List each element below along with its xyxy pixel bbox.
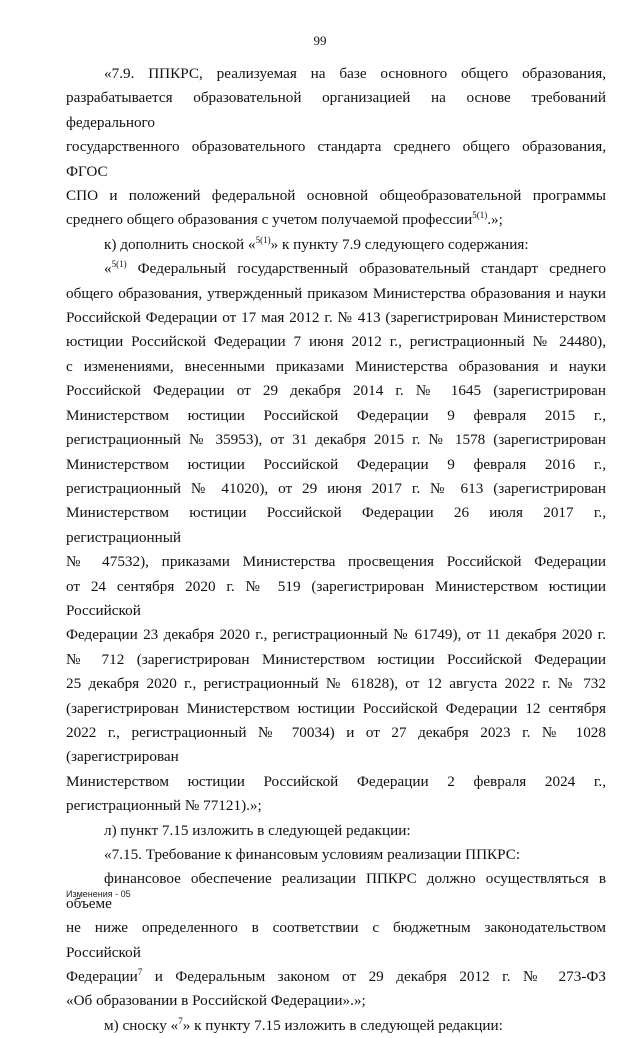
text-span: « (104, 260, 112, 278)
text-line (66, 208, 606, 232)
item-l: л) пункт 7.15 изложить в следующей редакции: (104, 821, 411, 839)
text-span: .»; (487, 211, 503, 229)
text-line (66, 257, 606, 281)
footnote-ref: 7 (137, 967, 143, 978)
text-line: юстиции Российской Федерации 7 июня 2012 г., регистрационный № 24480), (66, 333, 606, 351)
text-line: государственного образовательного стандарта среднего общего образования, ФГОС (66, 138, 606, 180)
text-line: № 712 (зарегистрирован Министерством юстиции Российской Федерации (66, 650, 606, 668)
text-line: разрабатывается образовательной организацией на основе требований федерального (66, 89, 606, 131)
text-line: Российской Федерации от 17 мая 2012 г. № 413 (зарегистрирован Министерством (66, 309, 606, 327)
text-line: «7.9. ППКРС, реализуемая на базе основного общего образования, (104, 65, 606, 82)
text-line: финансовое обеспечение реализации ППКРС должно осуществляться в объеме (66, 870, 606, 912)
text-line: Министерством юстиции Российской Федерации 26 июля 2017 г., регистрационный (66, 504, 606, 546)
item-m (66, 1014, 606, 1038)
text-line: общего образования, утвержденный приказом Министерства образования и науки (66, 284, 606, 302)
paragraph-7-15-title: «7.15. Требование к финансовым условиям реализации ППКРС: (104, 846, 521, 863)
text-line: Министерством юстиции Российской Федерации 2 февраля 2024 г., (66, 772, 606, 790)
text-line: Федерации 23 декабря 2020 г., регистрационный № 61749), от 11 декабря 2020 г. (66, 626, 606, 644)
text-line: СПО и положений федеральной основной общеобразовательной программы (66, 187, 606, 205)
text-span: и Федеральным законом от 29 декабря 2012 г. № 273-ФЗ (142, 968, 606, 986)
text-line (66, 965, 606, 989)
text-line: от 24 сентября 2020 г. № 519 (зарегистрирован Министерством юстиции Российской (66, 577, 606, 619)
paragraph-7-9 (66, 62, 606, 233)
text-line: с изменениями, внесенными приказами Министерства образования и науки (66, 357, 606, 375)
text-line: № 47532), приказами Министерства просвещения Российской Федерации (66, 553, 606, 571)
text-line: Министерством юстиции Российской Федерации 9 февраля 2015 г., (66, 406, 606, 424)
page-number: 99 (313, 33, 327, 48)
text-line: регистрационный № 77121).»; (66, 797, 262, 815)
text-span: » к пункту 7.9 следующего содержания: (270, 235, 529, 253)
text-span: Федерации (66, 968, 138, 986)
document-body (66, 62, 606, 1038)
financial-provision-paragraph (66, 867, 606, 1013)
text-span: м) сноску « (104, 1016, 179, 1034)
text-line: 2022 г., регистрационный № 70034) и от 27 декабря 2023 г. № 1028 (зарегистрирован (66, 723, 606, 766)
item-k (66, 233, 606, 257)
text-span: среднего общего образования с учетом получаемой профессии (66, 211, 473, 229)
text-span: Федеральный государственный образовательный стандарт среднего (126, 260, 606, 278)
footnote-ref: 5(1) (111, 259, 127, 270)
text-line: Министерством юстиции Российской Федерации 9 февраля 2016 г., (66, 455, 606, 473)
text-line: регистрационный № 35953), от 31 декабря 2015 г. № 1578 (зарегистрирован (66, 431, 606, 449)
footnote-ref: 5(1) (255, 234, 271, 245)
footnote-ref: 5(1) (472, 210, 488, 221)
text-span: » к пункту 7.15 изложить в следующей редакции: (182, 1016, 503, 1034)
text-span: к) дополнить сноской « (104, 235, 256, 253)
text-line: не ниже определенного в соответствии с бюджетным законодательством Российской (66, 919, 606, 961)
text-line: регистрационный № 41020), от 29 июня 2017 г. № 613 (зарегистрирован (66, 479, 606, 497)
footnote-5-1-text (66, 257, 606, 818)
text-line: «Об образовании в Российской Федерации».»; (66, 992, 366, 1010)
text-line: 25 декабря 2020 г., регистрационный № 61828), от 12 августа 2022 г. № 732 (66, 675, 606, 693)
revision-footer: Изменения - 05 (66, 889, 131, 899)
text-line: Российской Федерации от 29 декабря 2014 г. № 1645 (зарегистрирован (66, 382, 606, 400)
text-line: (зарегистрирован Министерством юстиции Российской Федерации 12 сентября (66, 699, 606, 717)
footnote-ref: 7 (178, 1015, 183, 1026)
